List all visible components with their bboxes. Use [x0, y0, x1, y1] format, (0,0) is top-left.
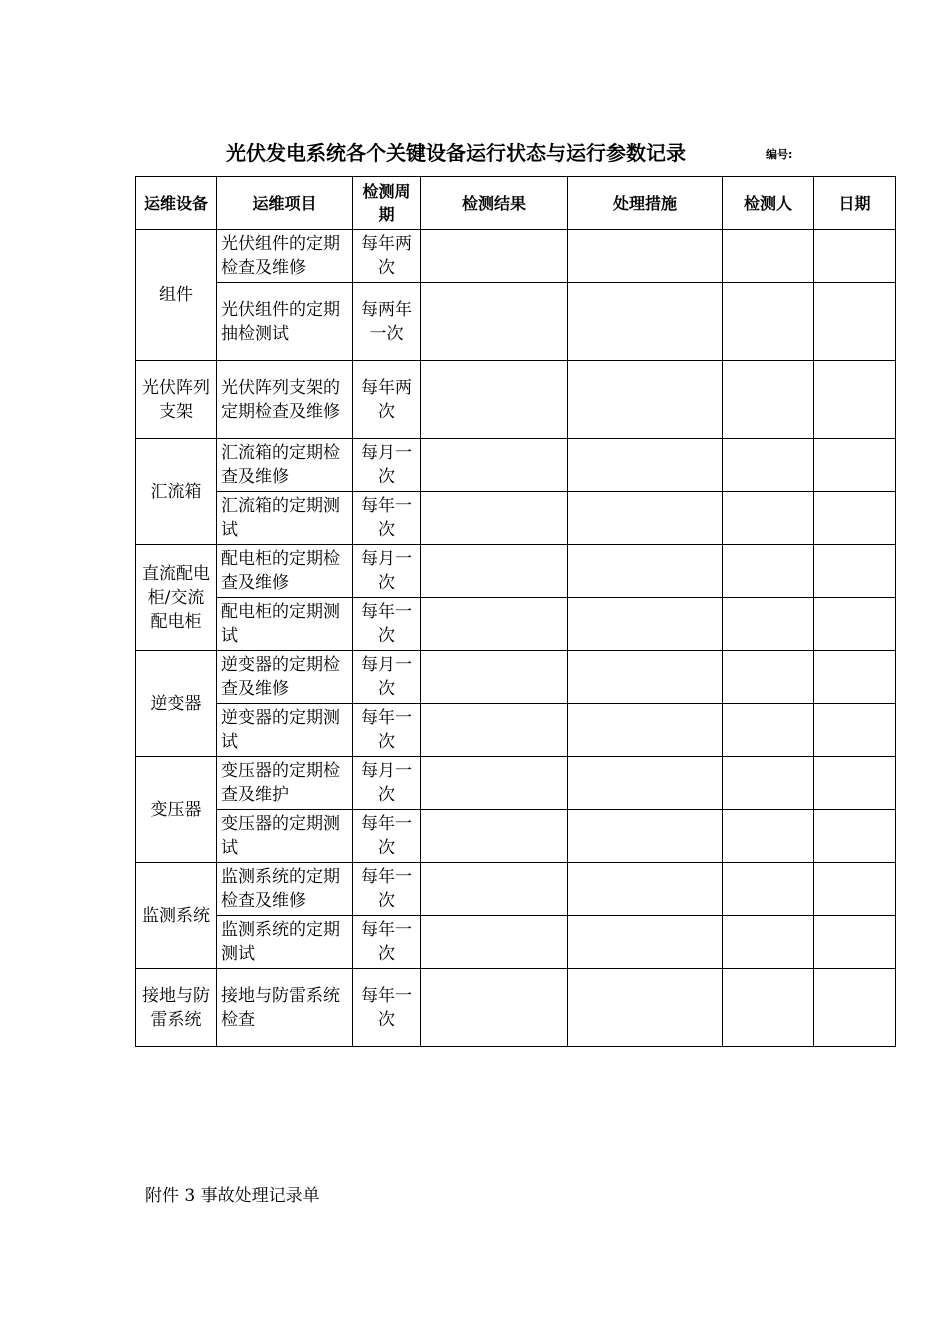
table-row: [136, 863, 896, 916]
header-device: 运维设备: [136, 177, 217, 230]
inspector-cell[interactable]: [723, 361, 814, 439]
inspector-cell[interactable]: [723, 757, 814, 810]
result-cell[interactable]: [421, 704, 568, 757]
table-row: [136, 916, 896, 969]
result-cell[interactable]: [421, 863, 568, 916]
inspector-cell[interactable]: [723, 545, 814, 598]
table-row: [136, 361, 896, 439]
item-cell: 监测系统的定期检查及维修: [217, 863, 353, 916]
measure-cell[interactable]: [568, 230, 723, 283]
measure-cell[interactable]: [568, 916, 723, 969]
period-cell: 每月一次: [353, 651, 421, 704]
inspector-cell[interactable]: [723, 916, 814, 969]
date-cell[interactable]: [814, 545, 896, 598]
page-title: 光伏发电系统各个关键设备运行状态与运行参数记录: [226, 141, 686, 165]
result-cell[interactable]: [421, 361, 568, 439]
table-row: [136, 969, 896, 1047]
inspector-cell[interactable]: [723, 283, 814, 361]
inspector-cell[interactable]: [723, 863, 814, 916]
measure-cell[interactable]: [568, 969, 723, 1047]
device-cell: 直流配电柜/交流配电柜: [136, 545, 217, 651]
result-cell[interactable]: [421, 283, 568, 361]
period-cell: 每年一次: [353, 598, 421, 651]
title-row: [0, 136, 950, 170]
measure-cell[interactable]: [568, 492, 723, 545]
inspector-cell[interactable]: [723, 230, 814, 283]
item-cell: 汇流箱的定期检查及维修: [217, 439, 353, 492]
measure-cell[interactable]: [568, 361, 723, 439]
device-cell: 组件: [136, 230, 217, 361]
result-cell[interactable]: [421, 439, 568, 492]
header-measure: 处理措施: [568, 177, 723, 230]
measure-cell[interactable]: [568, 545, 723, 598]
item-cell: 光伏阵列支架的定期检查及维修: [217, 361, 353, 439]
item-cell: 配电柜的定期检查及维修: [217, 545, 353, 598]
inspector-cell[interactable]: [723, 704, 814, 757]
date-cell[interactable]: [814, 230, 896, 283]
period-cell: 每年两次: [353, 230, 421, 283]
item-cell: 逆变器的定期测试: [217, 704, 353, 757]
period-cell: 每年一次: [353, 969, 421, 1047]
table-row: [136, 810, 896, 863]
date-cell[interactable]: [814, 757, 896, 810]
period-cell: 每两年一次: [353, 283, 421, 361]
table-row: [136, 492, 896, 545]
date-cell[interactable]: [814, 361, 896, 439]
measure-cell[interactable]: [568, 283, 723, 361]
result-cell[interactable]: [421, 916, 568, 969]
device-cell: 光伏阵列支架: [136, 361, 217, 439]
inspector-cell[interactable]: [723, 439, 814, 492]
table-row: [136, 545, 896, 598]
inspector-cell[interactable]: [723, 651, 814, 704]
period-cell: 每月一次: [353, 757, 421, 810]
inspector-cell[interactable]: [723, 598, 814, 651]
period-cell: 每年一次: [353, 810, 421, 863]
item-cell: 变压器的定期检查及维护: [217, 757, 353, 810]
result-cell[interactable]: [421, 651, 568, 704]
inspector-cell[interactable]: [723, 492, 814, 545]
measure-cell[interactable]: [568, 439, 723, 492]
result-cell[interactable]: [421, 757, 568, 810]
measure-cell[interactable]: [568, 810, 723, 863]
item-cell: 接地与防雷系统检查: [217, 969, 353, 1047]
item-cell: 变压器的定期测试: [217, 810, 353, 863]
table-row: [136, 283, 896, 361]
result-cell[interactable]: [421, 492, 568, 545]
period-cell: 每年一次: [353, 916, 421, 969]
item-cell: 配电柜的定期测试: [217, 598, 353, 651]
item-cell: 光伏组件的定期检查及维修: [217, 230, 353, 283]
attachment-label: 附件 3 事故处理记录单: [145, 1186, 320, 1206]
result-cell[interactable]: [421, 545, 568, 598]
device-cell: 变压器: [136, 757, 217, 863]
period-cell: 每年一次: [353, 863, 421, 916]
measure-cell[interactable]: [568, 651, 723, 704]
device-cell: 逆变器: [136, 651, 217, 757]
item-cell: 汇流箱的定期测试: [217, 492, 353, 545]
inspector-cell[interactable]: [723, 969, 814, 1047]
device-cell: 接地与防雷系统: [136, 969, 217, 1047]
header-inspector: 检测人: [723, 177, 814, 230]
date-cell[interactable]: [814, 704, 896, 757]
header-date: 日期: [814, 177, 896, 230]
table-row: [136, 704, 896, 757]
header-result: 检测结果: [421, 177, 568, 230]
measure-cell[interactable]: [568, 757, 723, 810]
date-cell[interactable]: [814, 492, 896, 545]
header-row: [136, 177, 896, 230]
date-cell[interactable]: [814, 598, 896, 651]
date-cell[interactable]: [814, 651, 896, 704]
period-cell: 每年一次: [353, 492, 421, 545]
header-item: 运维项目: [217, 177, 353, 230]
device-cell: 监测系统: [136, 863, 217, 969]
serial-number-label: 编号:: [766, 148, 793, 161]
period-cell: 每年一次: [353, 704, 421, 757]
period-cell: 每月一次: [353, 439, 421, 492]
result-cell[interactable]: [421, 810, 568, 863]
item-cell: 逆变器的定期检查及维修: [217, 651, 353, 704]
table-row: [136, 757, 896, 810]
table-row: [136, 230, 896, 283]
period-cell: 每年两次: [353, 361, 421, 439]
header-period: 检测周期: [353, 177, 421, 230]
table-row: [136, 439, 896, 492]
period-cell: 每月一次: [353, 545, 421, 598]
result-cell[interactable]: [421, 230, 568, 283]
date-cell[interactable]: [814, 810, 896, 863]
measure-cell[interactable]: [568, 598, 723, 651]
maintenance-record-table: [135, 176, 896, 1047]
item-cell: 监测系统的定期测试: [217, 916, 353, 969]
table-row: [136, 598, 896, 651]
result-cell[interactable]: [421, 598, 568, 651]
measure-cell[interactable]: [568, 704, 723, 757]
result-cell[interactable]: [421, 969, 568, 1047]
inspector-cell[interactable]: [723, 810, 814, 863]
date-cell[interactable]: [814, 969, 896, 1047]
device-cell: 汇流箱: [136, 439, 217, 545]
item-cell: 光伏组件的定期抽检测试: [217, 283, 353, 361]
date-cell[interactable]: [814, 916, 896, 969]
date-cell[interactable]: [814, 863, 896, 916]
date-cell[interactable]: [814, 439, 896, 492]
date-cell[interactable]: [814, 283, 896, 361]
table-row: [136, 651, 896, 704]
measure-cell[interactable]: [568, 863, 723, 916]
